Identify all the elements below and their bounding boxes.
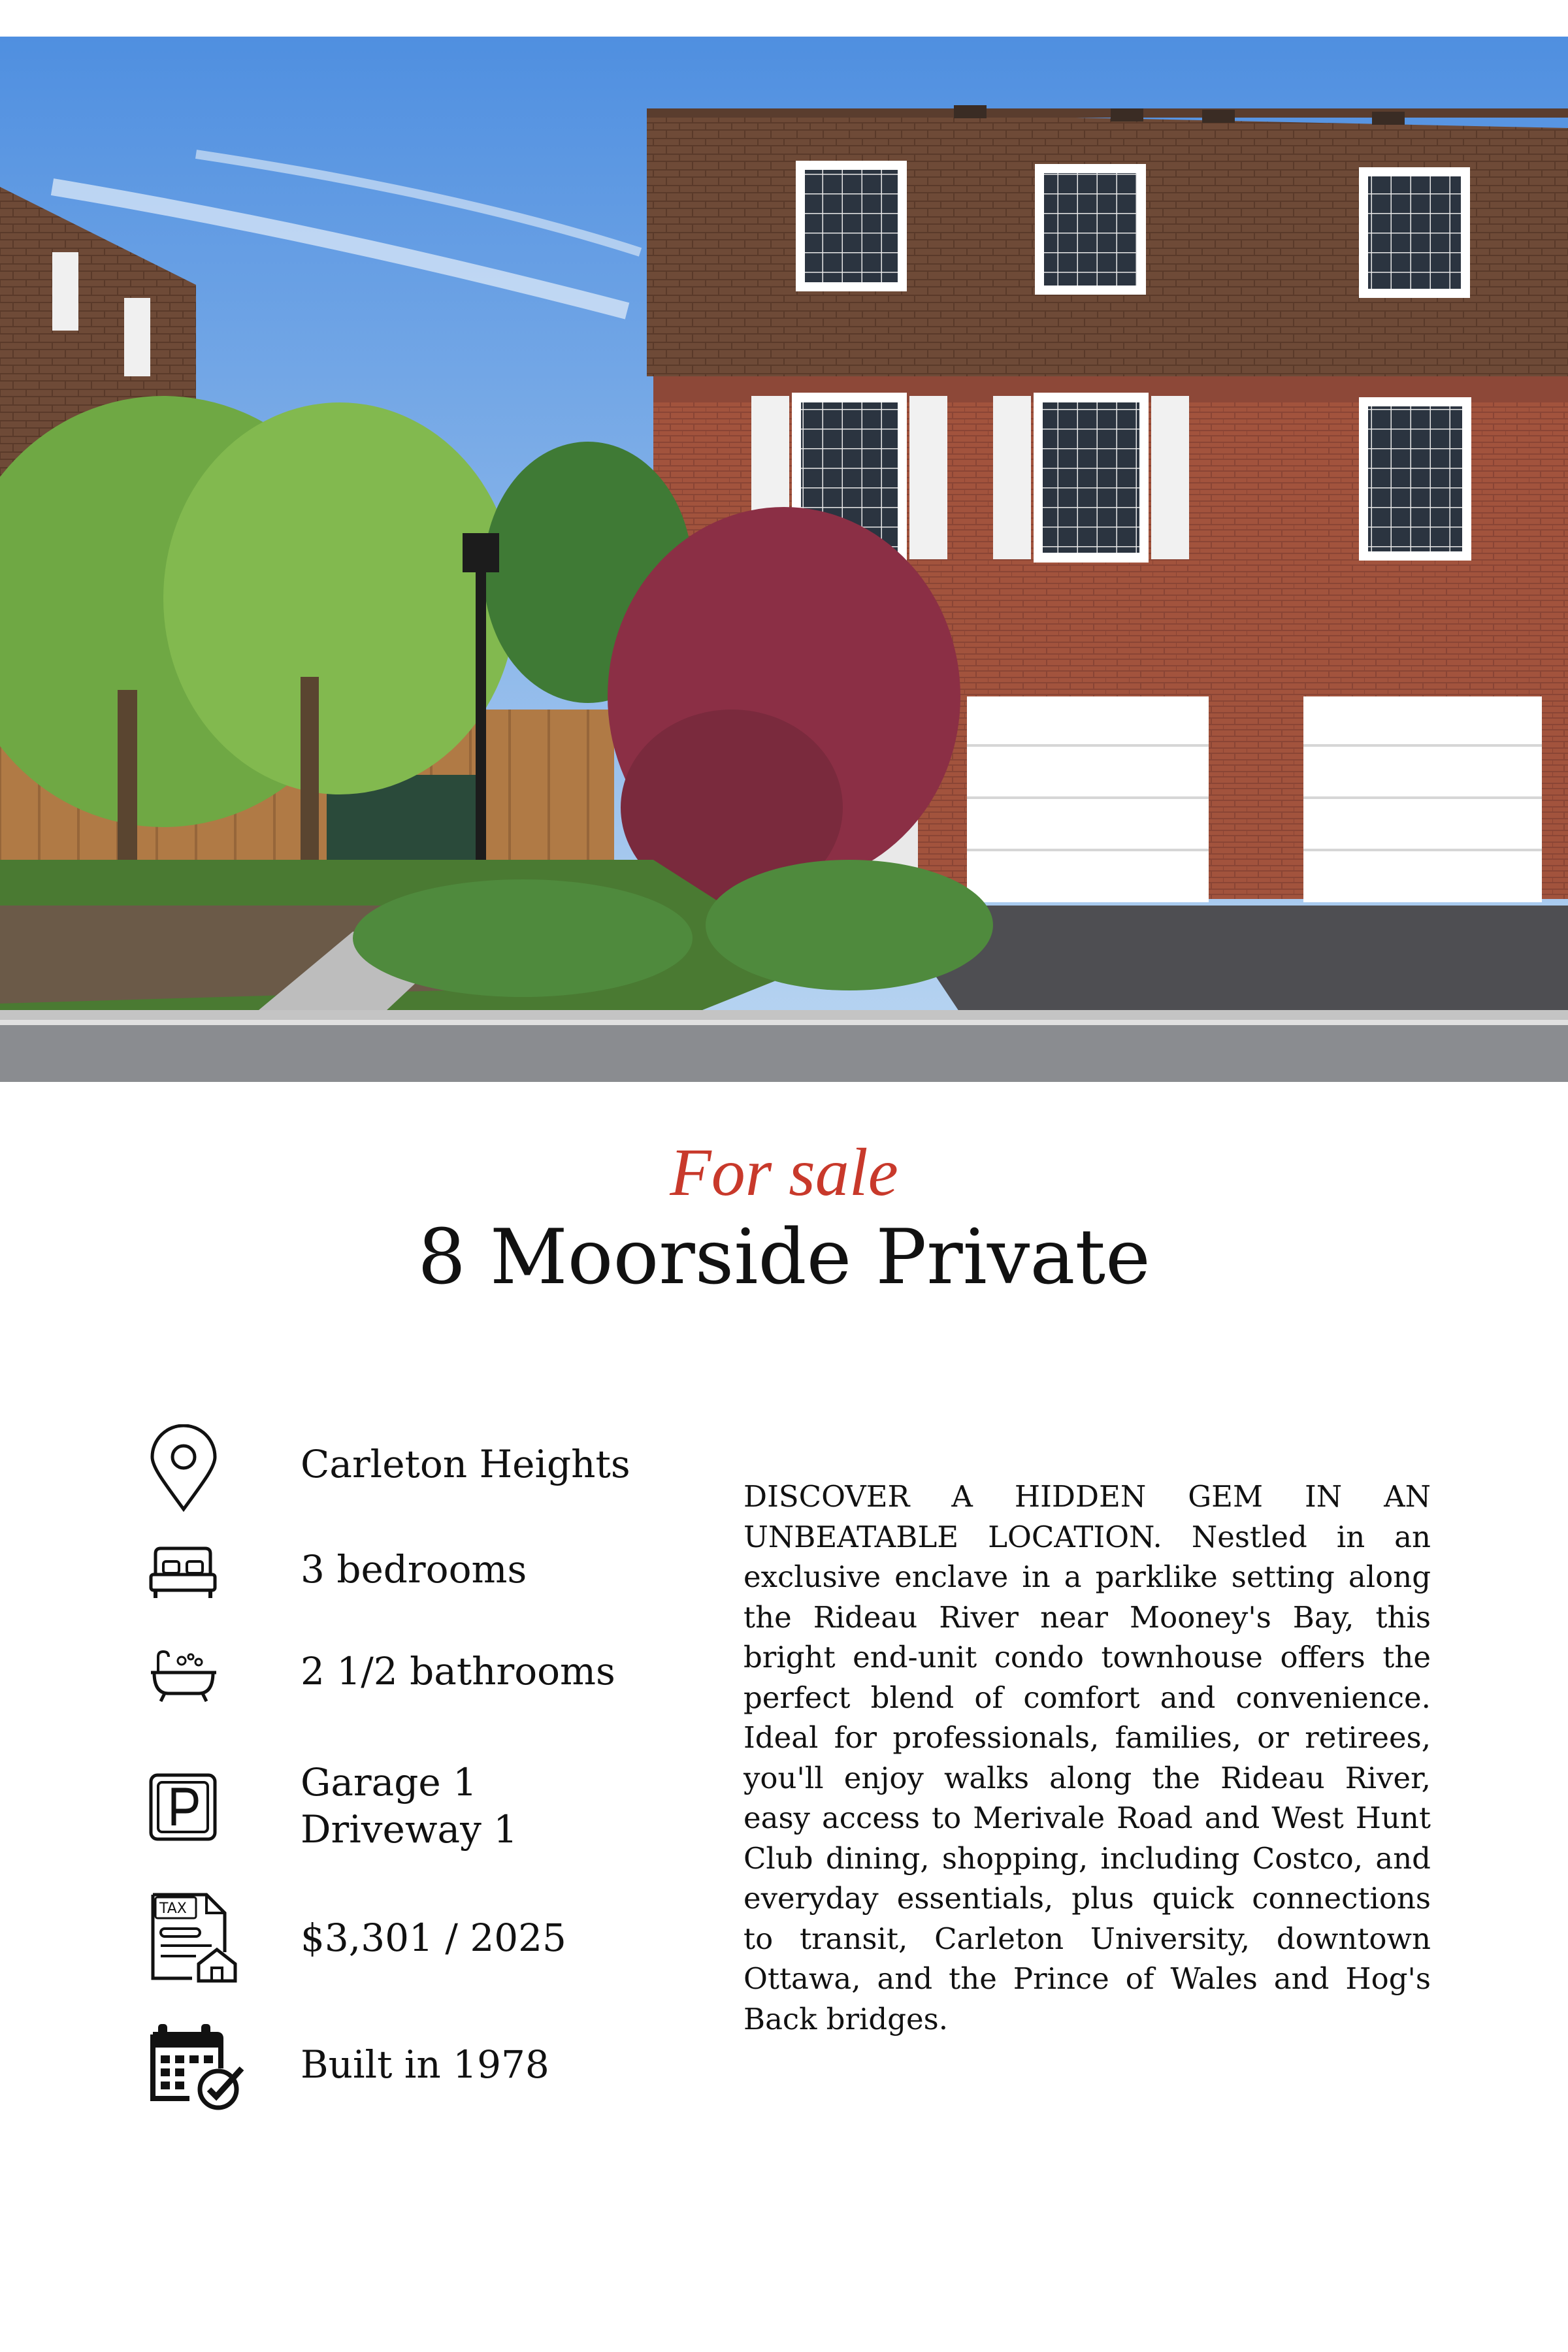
feature-neighbourhood [301,1441,630,1488]
feature-tax [301,1914,566,1961]
garage-text: Garage 1 [301,1760,478,1805]
feature-built [301,2041,549,2088]
calendar-check-icon [149,2021,246,2113]
location-pin-icon [149,1424,218,1514]
listing-address: 8 Moorside Private [417,1213,1151,1301]
listing-description: DISCOVER A HIDDEN GEM IN AN UNBEATABLE LOCATION. Nestled in an exclusive enclave in a parklike setting along the Rideau River near Mooney's Bay, this bright end-unit condo townhouse offers the perfect blend of comfort and convenience. Ideal for professionals, families, or retirees, you'll enjoy walks along the Rideau River, easy access to Merivale Road and West Hunt Club dining, shopping, including Costco, and everyday essentials, plus quick connections to transit, Carleton University, downtown Ottawa, and the Prince of Wales and Hog's Back bridges. [743,1479,1431,2036]
bathrooms-text: 2 1/2 bathrooms [301,1649,615,1693]
parking-icon [149,1773,217,1844]
feature-parking [301,1759,517,1853]
hero-photo [0,37,1568,1082]
bedrooms-text: 3 bedrooms [301,1547,527,1592]
neighbourhood-text: Carleton Heights [301,1442,630,1486]
tax-document-icon [149,1892,240,1986]
listing-status: For sale [670,1135,898,1210]
bed-icon [149,1546,217,1605]
tax-text: $3,301 / 2025 [301,1916,566,1960]
feature-bedrooms [301,1546,527,1593]
tax-icon-label: TAX [159,1901,187,1917]
built-text: Built in 1978 [301,2042,549,2087]
feature-bathrooms [301,1648,615,1695]
bathtub-icon [149,1649,218,1707]
townhouse-illustration [0,37,1568,1082]
driveway-text: Driveway 1 [301,1807,518,1852]
